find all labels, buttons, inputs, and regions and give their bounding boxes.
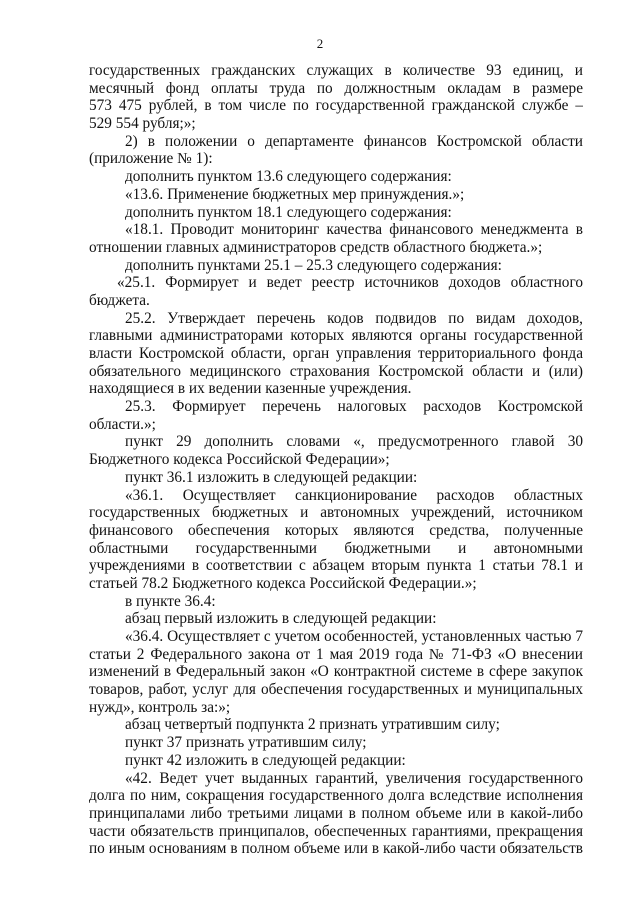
text-line: бюджета. [89, 291, 150, 309]
text-line: 573 475 рублей, в том числе по государственной гражданской службе – [89, 97, 583, 115]
text-line: абзац четвертый подпункта 2 признать утратившим силу; [125, 716, 500, 734]
text-line: учреждениями в соответствии с абзацем вторым пункта 1 статьи 78.1 и [89, 557, 583, 575]
text-line: «13.6. Применение бюджетных мер принуждения.»; [125, 185, 465, 203]
text-line: изменений в Федеральный закон «О контрактной системе в сфере закупок [89, 663, 583, 681]
text-line: (приложение № 1): [89, 150, 213, 168]
text-line: пункт 42 изложить в следующей редакции: [125, 751, 406, 769]
text-line: «25.1. Формирует и ведет реестр источников доходов областного [117, 274, 583, 292]
text-line: 25.3. Формирует перечень налоговых расходов Костромской [125, 398, 583, 416]
text-line: статьей 78.2 Бюджетного кодекса Российской Федерации.»; [89, 574, 477, 592]
text-line: 2) в положении о департаменте финансов Костромской области [125, 132, 583, 150]
text-line: пункт 29 дополнить словами «, предусмотренного главой 30 [125, 433, 583, 451]
page-number: 2 [316, 36, 324, 51]
text-line: области.»; [89, 415, 156, 433]
text-line: части обязательств принципалов, обеспеченных гарантиями, прекращения [89, 822, 583, 840]
text-line: государственных гражданских служащих в количестве 93 единиц, и [89, 62, 583, 79]
text-line: дополнить пунктом 13.6 следующего содержания: [125, 168, 452, 186]
text-line: по иным основаниям в полном объеме или в какой-либо части обязательств [89, 840, 583, 858]
text-line: отношении главных администраторов средств областного бюджета.»; [89, 238, 543, 256]
text-line: «36.1. Осуществляет санкционирование расходов областных [125, 486, 583, 504]
text-line: 529 554 рубля;»; [89, 115, 196, 133]
text-line: пункт 36.1 изложить в следующей редакции: [125, 468, 418, 486]
text-line: областными государственными бюджетными и автономными [89, 539, 583, 557]
text-line: главными администраторами которых являются органы государственной [89, 327, 583, 345]
text-line: Бюджетного кодекса Российской Федерации»; [89, 451, 390, 469]
text-line: нужд», контроль за:»; [89, 698, 231, 716]
text-line: власти Костромской области, орган управления территориального фонда [89, 345, 583, 362]
text-line: принципалами либо третьими лицами в полном объеме или в какой-либо [89, 804, 583, 822]
text-line: государственных бюджетных и автономных учреждений, источником [89, 504, 583, 522]
text-line: месячный фонд оплаты труда по должностным окладам в размере [89, 79, 583, 97]
text-line: статьи 2 Федерального закона от 1 мая 2019 года № 71-ФЗ «О внесении [89, 645, 583, 663]
text-line: финансового обеспечения которых являются средства, полученные [89, 521, 583, 539]
text-line: «18.1. Проводит мониторинг качества финансового менеджмента в [125, 221, 583, 239]
text-line: «42. Ведет учет выданных гарантий, увеличения государственного [125, 769, 583, 787]
text-line: находящиеся в их ведении казенные учреждения. [89, 380, 412, 398]
text-line: «36.4. Осуществляет с учетом особенностей, установленных частью 7 [125, 628, 583, 645]
text-line: долга по ним, сокращения государственного долга вследствие исполнения [89, 787, 583, 805]
document-body [89, 62, 583, 858]
text-line: в пункте 36.4: [125, 592, 216, 610]
text-line: пункт 37 признать утратившим силу; [125, 734, 367, 752]
text-line: дополнить пунктами 25.1 – 25.3 следующего содержания: [125, 256, 502, 274]
text-line: дополнить пунктом 18.1 следующего содержания: [125, 203, 452, 221]
text-line: абзац первый изложить в следующей редакции: [125, 610, 437, 628]
text-line: 25.2. Утверждает перечень кодов подвидов по видам доходов, [125, 309, 583, 327]
text-line: товаров, работ, услуг для обеспечения государственных и муниципальных [89, 681, 583, 699]
text-line: обязательного медицинского страхования Костромской области и (или) [89, 362, 583, 380]
